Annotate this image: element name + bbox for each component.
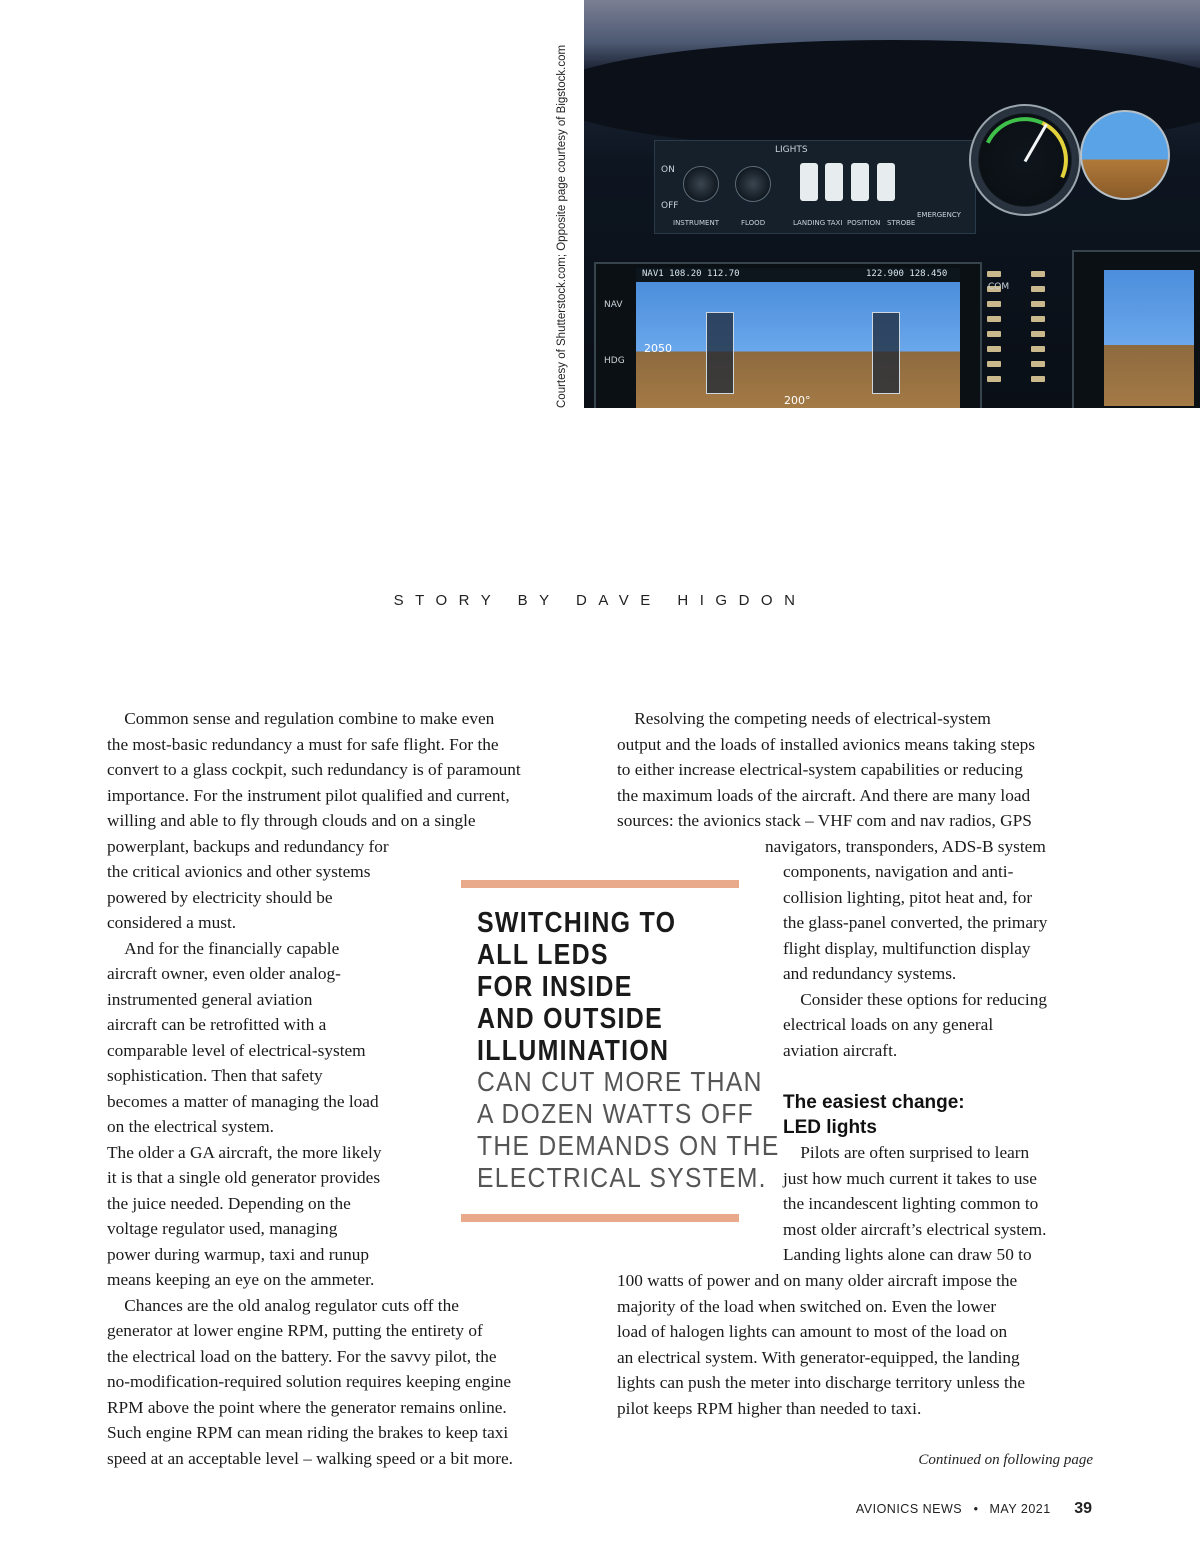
- text-line: power during warmup, taxi and runup: [107, 1244, 370, 1264]
- photo-credit: Courtesy of Shutterstock.com; Opposite page courtesy of Bigstock.com: [556, 44, 568, 408]
- instrument-dimmer-knob: [683, 166, 719, 202]
- text-line: Pilots are often surprised to learn: [783, 1143, 1030, 1162]
- pullquote-bold-line: SWITCHING TO: [477, 907, 677, 939]
- airspeed-indicator: [969, 104, 1081, 216]
- text-line: navigators, transponders, ADS-B system: [765, 837, 1046, 856]
- nav1-frequency: NAV1 108.20 112.70: [642, 269, 740, 279]
- com-knob-label: COM: [988, 282, 1010, 292]
- text-line: And for the financially capable: [107, 938, 340, 958]
- text-line: considered a must.: [107, 913, 237, 932]
- strobe-switch: [877, 163, 895, 201]
- text-line: lights can push the meter into discharge territory unless the: [617, 1373, 1026, 1392]
- text-line: Common sense and regulation combine to make even: [107, 709, 495, 728]
- text-line: just how much current it takes to use: [783, 1168, 1037, 1188]
- text-line: the most-basic redundancy a must for safe flight. For the: [107, 734, 499, 754]
- text-line: majority of the load when switched on. Even the lower: [617, 1296, 997, 1316]
- text-line: output and the loads of installed avionics means taking steps: [617, 734, 1036, 754]
- subhead-line-2: LED lights: [783, 1117, 877, 1138]
- text-line: the electrical load on the battery. For the savvy pilot, the: [107, 1346, 497, 1366]
- pullquote-light-line: ELECTRICAL SYSTEM.: [477, 1162, 767, 1193]
- text-line: powered by electricity should be: [107, 887, 333, 907]
- text-line: electrical loads on any general: [783, 1015, 994, 1034]
- text-line: most older aircraft’s electrical system.: [783, 1219, 1047, 1239]
- text-line: no-modification-required solution requires keeping engine: [107, 1372, 512, 1391]
- pullquote-bold-line: ILLUMINATION: [477, 1035, 670, 1067]
- text-line: speed at an acceptable level – walking speed or a bit more.: [107, 1448, 513, 1468]
- text-line: importance. For the instrument pilot qualified and current,: [107, 785, 510, 805]
- flood-label: FLOOD: [741, 219, 766, 227]
- cockpit-photo: [584, 0, 1200, 408]
- pfd-top-bar: [636, 268, 960, 282]
- text-line: convert to a glass cockpit, such redundancy is of paramount: [107, 760, 521, 779]
- text-line: instrumented general aviation: [107, 989, 313, 1009]
- flood-dimmer-knob: [735, 166, 771, 202]
- text-line: sophistication. Then that safety: [107, 1066, 323, 1085]
- text-line: becomes a matter of managing the load: [107, 1091, 379, 1111]
- text-line: means keeping an eye on the ammeter.: [107, 1270, 375, 1289]
- text-line: comparable level of electrical-system: [107, 1040, 366, 1060]
- instrument-label: INSTRUMENT: [673, 219, 719, 227]
- altitude-tape: [872, 312, 900, 394]
- text-line: collision lighting, pitot heat and, for: [783, 887, 1033, 907]
- text-line: generator at lower engine RPM, putting the entirety of: [107, 1321, 483, 1340]
- primary-flight-display: [594, 262, 982, 408]
- text-line: load of halogen lights can amount to most of the load on: [617, 1322, 1008, 1341]
- attitude-indicator: [1080, 110, 1170, 200]
- rpm-readout: 2050: [644, 342, 672, 355]
- pullquote-light-line: CAN CUT MORE THAN: [477, 1066, 763, 1097]
- publication-name: AVIONICS NEWS: [855, 1502, 963, 1516]
- text-line: to either increase electrical-system capabilities or reducing: [617, 760, 1023, 779]
- text-line: an electrical system. With generator-equipped, the landing: [617, 1347, 1020, 1367]
- text-line: the maximum loads of the aircraft. And there are many load: [617, 785, 1031, 805]
- mfd-screen: [1104, 270, 1194, 406]
- taxi-label: TAXI: [827, 219, 843, 227]
- pullquote-light-line: THE DEMANDS ON THE: [477, 1130, 780, 1161]
- lights-switch-panel: [654, 140, 976, 234]
- text-line: RPM above the point where the generator remains online.: [107, 1397, 507, 1417]
- right-bezel-buttons: [1028, 262, 1048, 391]
- pfd-screen: [636, 282, 960, 408]
- multifunction-display: [1072, 250, 1200, 408]
- issue-date: MAY 2021: [989, 1502, 1051, 1516]
- text-line: willing and able to fly through clouds and on a single: [107, 811, 476, 830]
- text-line: pilot keeps RPM higher than needed to taxi.: [617, 1398, 922, 1418]
- text-line: Chances are the old analog regulator cuts off the: [107, 1295, 459, 1315]
- position-label: POSITION: [847, 219, 881, 227]
- text-line: the glass-panel converted, the primary: [783, 913, 1048, 932]
- landing-label: LANDING: [793, 219, 826, 227]
- continued-note: Continued on following page: [918, 1452, 1093, 1468]
- text-line: Consider these options for reducing: [783, 989, 1047, 1009]
- text-line: components, navigation and anti-: [783, 862, 1014, 881]
- text-line: and redundancy systems.: [783, 964, 957, 983]
- airspeed-tape: [706, 312, 734, 394]
- subhead-line-1: The easiest change:: [783, 1092, 965, 1113]
- text-line: Such engine RPM can mean riding the brakes to keep taxi: [107, 1423, 509, 1442]
- emergency-label: EMERGENCY: [917, 211, 961, 219]
- text-line: Landing lights alone can draw 50 to: [783, 1245, 1032, 1264]
- page-footer: [856, 1500, 1092, 1518]
- on-label: ON: [661, 165, 675, 175]
- text-line: aircraft owner, even older analog-: [107, 964, 341, 983]
- text-line: the incandescent lighting common to: [783, 1194, 1039, 1213]
- footer-separator: •: [973, 1502, 979, 1516]
- off-label: OFF: [661, 201, 679, 211]
- hdg-knob-label: HDG: [604, 356, 625, 366]
- pullquote-bold-line: AND OUTSIDE: [477, 1003, 664, 1035]
- text-line: The older a GA aircraft, the more likely: [107, 1142, 382, 1162]
- text-line: Resolving the competing needs of electrical-system: [617, 709, 991, 728]
- com-frequency: 122.900 128.450: [866, 269, 948, 279]
- pullquote-bottom-rule: [461, 1214, 739, 1222]
- strobe-label: STROBE: [887, 219, 916, 227]
- text-line: it is that a single old generator provides: [107, 1168, 381, 1187]
- text-line: aviation aircraft.: [783, 1040, 898, 1060]
- text-line: powerplant, backups and redundancy for: [107, 836, 389, 856]
- pullquote-bold-line: FOR INSIDE: [477, 971, 633, 1003]
- lights-header-label: LIGHTS: [775, 145, 808, 155]
- text-line: aircraft can be retrofitted with a: [107, 1015, 327, 1034]
- nav-knob-label: NAV: [604, 300, 623, 310]
- text-line: on the electrical system.: [107, 1117, 274, 1136]
- taxi-switch: [825, 163, 843, 201]
- landing-switch: [800, 163, 818, 201]
- text-line: sources: the avionics stack – VHF com and nav radios, GPS: [617, 811, 1032, 830]
- position-switch: [851, 163, 869, 201]
- page-number: 39: [1074, 1500, 1092, 1517]
- pullquote-light-line: A DOZEN WATTS OFF: [477, 1098, 755, 1129]
- text-line: the critical avionics and other systems: [107, 862, 371, 881]
- text-line: 100 watts of power and on many older aircraft impose the: [617, 1271, 1018, 1290]
- text-line: flight display, multifunction display: [783, 938, 1031, 958]
- byline: STORY BY DAVE HIGDON: [393, 592, 807, 609]
- heading-readout: 200°: [784, 394, 811, 407]
- pullquote-top-rule: [461, 880, 739, 888]
- pullquote-bold-line: ALL LEDS: [477, 939, 609, 971]
- text-line: voltage regulator used, managing: [107, 1219, 338, 1238]
- text-line: the juice needed. Depending on the: [107, 1193, 351, 1213]
